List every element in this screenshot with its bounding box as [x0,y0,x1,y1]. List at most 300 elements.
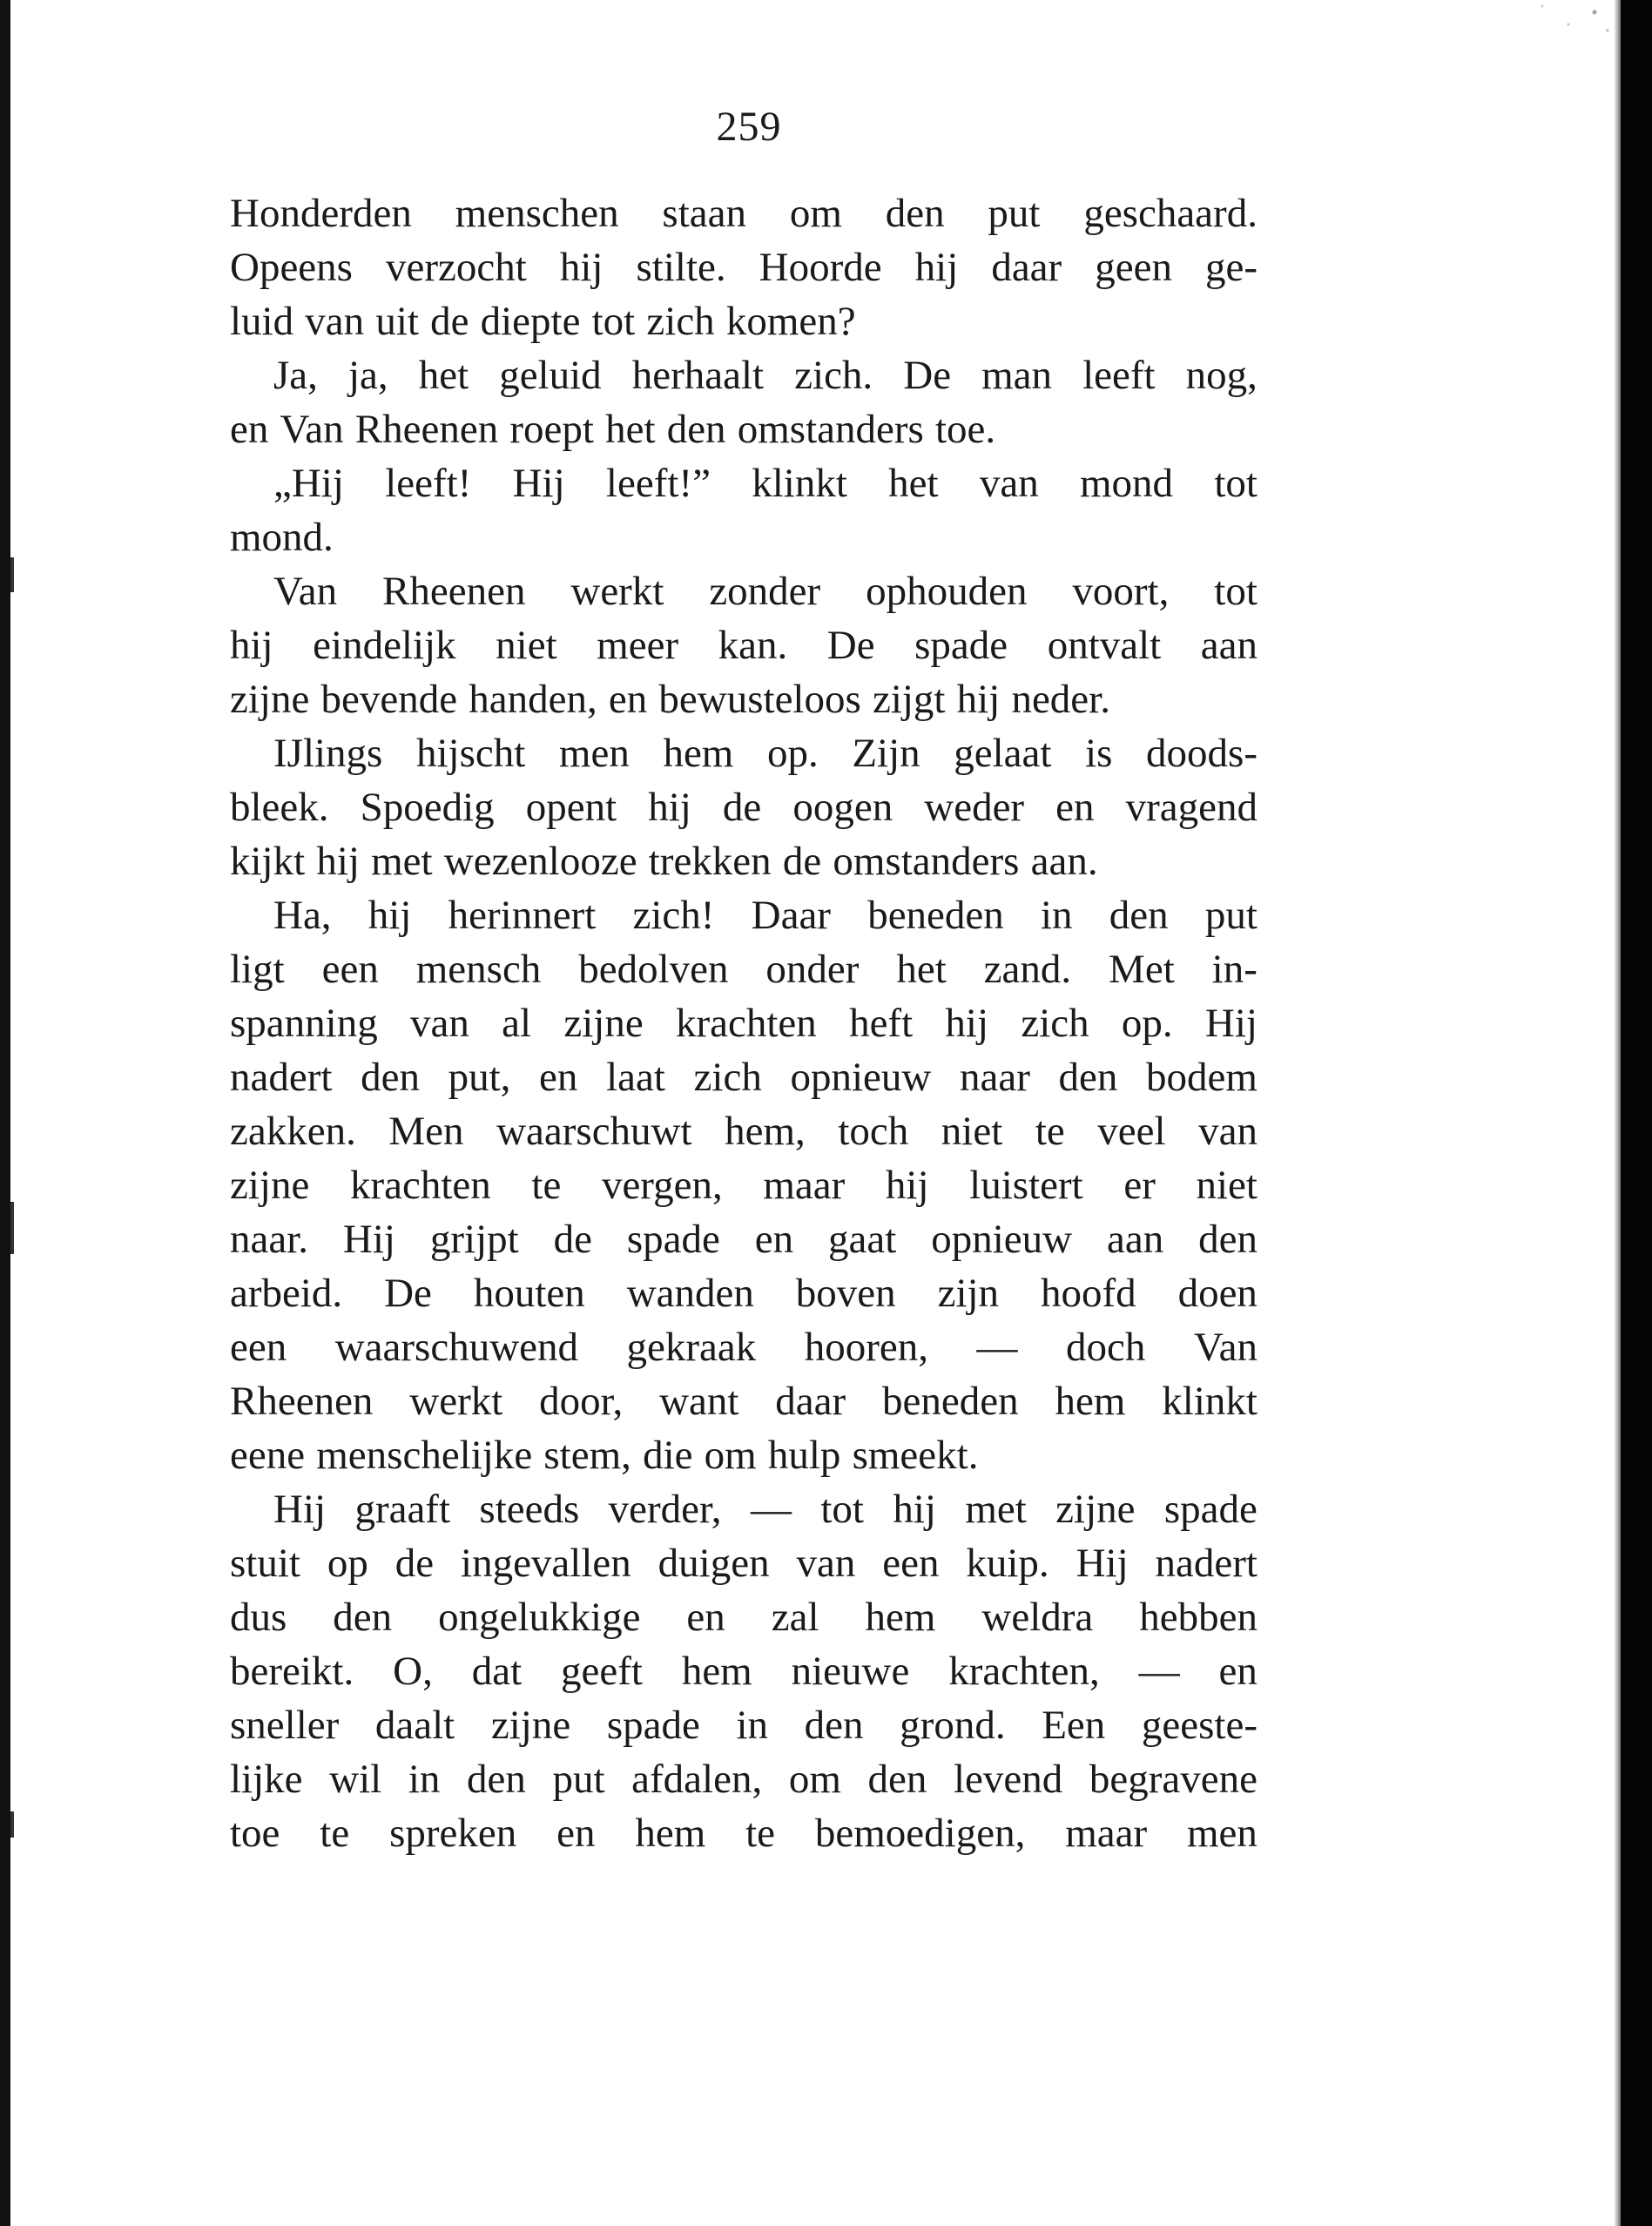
word: met [371,839,433,884]
word: den [467,1757,526,1802]
word: wanden [626,1271,754,1316]
word: hij [945,1001,989,1046]
word: klinkt [752,461,847,506]
word: toe. [934,407,996,452]
word: werkt [409,1379,503,1424]
word: doen [1177,1271,1258,1316]
word: put [988,191,1041,236]
word: spade [606,1703,700,1748]
word: begravene [1089,1757,1258,1802]
word: kan. [718,623,788,668]
word: toch [838,1109,909,1154]
word: tot [820,1487,864,1532]
text-line [230,1158,1258,1212]
word: van [1198,1109,1258,1154]
scan-edge-right [1621,0,1652,2226]
word: en [686,1595,725,1640]
word: hij [956,677,1001,722]
word: — [1138,1649,1180,1694]
word: het [896,947,947,992]
word: en [230,407,269,452]
text-line [230,510,1258,564]
word: weder [924,785,1025,830]
word: eindelijk [313,623,456,668]
text-line [230,1266,1258,1320]
word: men [1187,1811,1258,1856]
word: Honderden [230,191,412,236]
word: aan. [1030,839,1098,884]
word: verzocht [386,245,527,290]
word: geschaard. [1083,191,1258,236]
word: verder, [608,1487,722,1532]
word: diepte [480,299,581,344]
word: grijpt [429,1217,519,1262]
text-line [230,618,1258,672]
scan-corner-noise [1490,0,1621,61]
word: waarschuwt [496,1109,692,1154]
word: aan [1106,1217,1164,1262]
word: bemoedigen, [814,1811,1026,1856]
word: tot [1214,569,1258,614]
word: Rheenen [354,407,499,452]
word: IJlings [273,731,383,776]
text-line [230,1374,1258,1428]
word: het [888,461,939,506]
word: „Hij [273,461,344,506]
word: de [722,785,762,830]
text-line [230,1752,1258,1806]
word: opnieuw [790,1055,932,1100]
word: Met [1109,947,1175,992]
word: graaft [354,1487,451,1532]
word: toe [230,1811,280,1856]
word: van [305,299,365,344]
word: hoofd [1040,1271,1136,1316]
word: weldra [981,1595,1094,1640]
word: leeft! [385,461,472,506]
word: omstanders [737,407,924,452]
word: levend [953,1757,1063,1802]
word: hebben [1139,1595,1258,1640]
word: niet [496,623,557,668]
word: kuip. [966,1541,1049,1586]
word: omstanders [833,839,1020,884]
text-line [230,402,1258,456]
word: sneller [230,1703,340,1748]
word: afdalen, [631,1757,763,1802]
word: put [552,1757,605,1802]
word: spade [626,1217,720,1262]
word: zich. [794,353,873,398]
word: put, [448,1055,511,1100]
word: ophouden [866,569,1028,614]
word: om [788,1757,841,1802]
word: ge- [1204,245,1258,290]
word: meer [597,623,679,668]
text-line [230,1320,1258,1374]
word: zijne [1055,1487,1136,1532]
word: Van [273,569,338,614]
word: vragend [1125,785,1258,830]
text-line [230,1644,1258,1698]
word: De [384,1271,432,1316]
word: het [605,407,656,452]
word: hulp [767,1433,841,1478]
word: er [1123,1163,1156,1208]
word: te [745,1811,776,1856]
text-line [230,834,1258,888]
word: de [782,839,822,884]
word: ja, [347,353,388,398]
word: kijkt [230,839,306,884]
word: hem [865,1595,936,1640]
word: Spoedig [360,785,495,830]
word: Rheenen [382,569,526,614]
word: onder [765,947,860,992]
text-line [230,1212,1258,1266]
word: den [361,1055,420,1100]
word: hij [316,839,360,884]
word: het [418,353,469,398]
text-line [230,672,1258,726]
word: krachten [349,1163,491,1208]
word: aan [1200,623,1258,668]
word: zal [771,1595,819,1640]
word: zich! [632,893,715,938]
text-line [230,888,1258,942]
word: zijne [563,1001,644,1046]
word: Men [388,1109,464,1154]
word: leeft!” [605,461,711,506]
word: Hij [342,1217,395,1262]
word: wezenlooze [443,839,637,884]
text-line [230,942,1258,996]
word: zijne [230,677,310,722]
word: tot [591,299,636,344]
word: komen? [725,299,856,344]
word: bleek. [230,785,329,830]
word: maar [763,1163,846,1208]
word: herinnert [448,893,597,938]
word: zijne [230,1163,310,1208]
text-line [230,348,1258,402]
word: krachten [675,1001,817,1046]
word: hem, [725,1109,806,1154]
word: geen [1095,245,1172,290]
word: hij [367,893,412,938]
word: en [539,1055,578,1100]
word: op [327,1541,368,1586]
word: op. [1121,1001,1173,1046]
word: opnieuw [931,1217,1073,1262]
word: krachten, [948,1649,1100,1694]
word: stem, [543,1433,631,1478]
word: om [789,191,842,236]
body-text [230,186,1258,1860]
word: want [659,1379,739,1424]
word: steeds [479,1487,580,1532]
word: O, [393,1649,433,1694]
word: bereikt. [230,1649,354,1694]
word: De [903,353,952,398]
word: de [430,299,469,344]
word: voort, [1072,569,1170,614]
scan-speck [10,1811,14,1838]
word: Hoorde [759,245,882,290]
word: menschelijke [316,1433,533,1478]
word: trekken [648,839,772,884]
word: en [1055,785,1095,830]
text-line [230,456,1258,510]
word: hem [681,1649,752,1694]
word: laat [606,1055,665,1100]
word: eene [230,1433,306,1478]
word: mensch [415,947,542,992]
word: Hij [1204,1001,1258,1046]
word: spade [1163,1487,1258,1532]
word: den [1198,1217,1258,1262]
word: in- [1211,947,1258,992]
word: Zijn [852,731,920,776]
word: nog, [1185,353,1258,398]
word: bodem [1146,1055,1258,1100]
scan-speck [10,1202,14,1254]
text-line [230,1050,1258,1104]
scan-speck [10,557,14,592]
word: ingevallen [461,1541,631,1586]
word: ontvalt [1047,623,1162,668]
word: in [408,1757,441,1802]
word: dat [471,1649,523,1694]
word: in [1041,893,1073,938]
word: Opeens [230,245,353,290]
word: zonder [709,569,821,614]
word: De [826,623,875,668]
word: beneden [867,893,1004,938]
word: menschen [455,191,619,236]
word: gaat [828,1217,897,1262]
word: dus [230,1595,287,1640]
word: herhaalt [631,353,765,398]
text-line [230,1698,1258,1752]
word: den [1058,1055,1118,1100]
word: Hij [512,461,565,506]
word: den [1109,893,1169,938]
word: staan [662,191,746,236]
word: Van [1193,1325,1258,1370]
text-line [230,240,1258,294]
word: Een [1042,1703,1106,1748]
word: hij [559,245,603,290]
word: den [867,1757,927,1802]
word: heft [849,1001,914,1046]
word: nadert [230,1055,333,1100]
word: daar [991,245,1062,290]
text-line [230,1104,1258,1158]
word: zijn [937,1271,1000,1316]
word: smeekt. [852,1433,979,1478]
word: gelaat [954,731,1052,776]
word: op. [766,731,819,776]
word: zich [693,1055,762,1100]
word: zich [1021,1001,1089,1046]
word: naar. [230,1217,309,1262]
scan-edge-left [0,0,10,2226]
word: spade [914,623,1008,668]
word: hij [914,245,959,290]
word: uit [375,299,419,344]
word: zand. [983,947,1072,992]
word: doods- [1146,731,1258,776]
word: mond [1079,461,1174,506]
word: de [394,1541,435,1586]
word: — [976,1325,1018,1370]
word: stilte. [636,245,726,290]
word: hem [663,731,734,776]
word: niet [1196,1163,1258,1208]
word: arbeid. [230,1271,343,1316]
word: Daar [751,893,831,938]
word: leeft [1082,353,1156,398]
word: stuit [230,1541,300,1586]
word: den [804,1703,864,1748]
text-line [230,1806,1258,1860]
word: duigen [657,1541,770,1586]
word: man [981,353,1053,398]
word: Van [280,407,344,452]
word: put [1204,893,1258,938]
word: men [558,731,630,776]
word: hij [230,623,273,668]
word: een [321,947,379,992]
word: is [1085,731,1113,776]
word: en [1218,1649,1258,1694]
word: hem [635,1811,706,1856]
word: en [754,1217,794,1262]
word: tot [1214,461,1258,506]
word: Ha, [273,893,332,938]
word: geeste- [1141,1703,1258,1748]
word: den [885,191,945,236]
scan-shadow-right [1614,0,1621,2226]
word: luid [230,299,294,344]
word: daalt [374,1703,455,1748]
word: spanning [230,1001,378,1046]
word: gekraak [626,1325,757,1370]
word: klinkt [1162,1379,1258,1424]
word: hooren, [804,1325,929,1370]
word: zich [646,299,715,344]
word: en [556,1811,596,1856]
word: zijne [490,1703,571,1748]
text-line [230,780,1258,834]
word: zakken. [230,1109,356,1154]
word: vergen, [601,1163,723,1208]
word: al [502,1001,532,1046]
word: bedolven [578,947,729,992]
word: waarschuwend [334,1325,579,1370]
word: roept [509,407,594,452]
word: lijke [230,1757,303,1802]
word: van [410,1001,469,1046]
word: door, [539,1379,624,1424]
word: zijgt [872,677,946,722]
word: boven [795,1271,896,1316]
word: daar [775,1379,846,1424]
word: werkt [570,569,664,614]
word: te [1035,1109,1065,1154]
word: wil [329,1757,382,1802]
word: beneden [882,1379,1019,1424]
word: bevende [320,677,458,722]
word: die [643,1433,693,1478]
word: in [736,1703,769,1748]
word: Ja, [273,353,318,398]
text-line [230,1482,1258,1536]
text-line [230,1590,1258,1644]
word: Rheenen [230,1379,374,1424]
word: hij [648,785,691,830]
word: te [531,1163,562,1208]
word: niet [941,1109,1003,1154]
word: — [750,1487,792,1532]
word: om [704,1433,757,1478]
word: Hij [273,1487,327,1532]
word: opent [525,785,617,830]
word: te [320,1811,350,1856]
text-line [230,294,1258,348]
word: nadert [1155,1541,1258,1586]
word: hij [893,1487,936,1532]
text-line [230,186,1258,240]
text-line [230,1536,1258,1590]
word: van [796,1541,856,1586]
text-line [230,564,1258,618]
word: den [666,407,726,452]
word: grond. [900,1703,1006,1748]
word: maar [1065,1811,1148,1856]
word: neder. [1011,677,1110,722]
word: handen, [469,677,597,722]
word: bewusteloos [658,677,861,722]
word: nieuwe [791,1649,910,1694]
word: van [979,461,1039,506]
text-line [230,996,1258,1050]
text-line [230,1428,1258,1482]
word: ongelukkige [438,1595,641,1640]
word: oogen [792,785,893,830]
word: hij [885,1163,929,1208]
word: mond. [230,515,334,560]
word: ligt [230,947,285,992]
word: en [608,677,648,722]
word: geluid [499,353,602,398]
word: veel [1097,1109,1166,1154]
text-line [230,726,1258,780]
word: de [553,1217,592,1262]
page-number: 259 [716,104,782,150]
word: spreken [389,1811,517,1856]
word: luistert [969,1163,1083,1208]
word: geeft [561,1649,643,1694]
word: houten [473,1271,585,1316]
word: naar [959,1055,1030,1100]
word: Hij [1075,1541,1129,1586]
word: doch [1066,1325,1146,1370]
word: met [965,1487,1027,1532]
word: een [882,1541,940,1586]
word: hem [1055,1379,1126,1424]
